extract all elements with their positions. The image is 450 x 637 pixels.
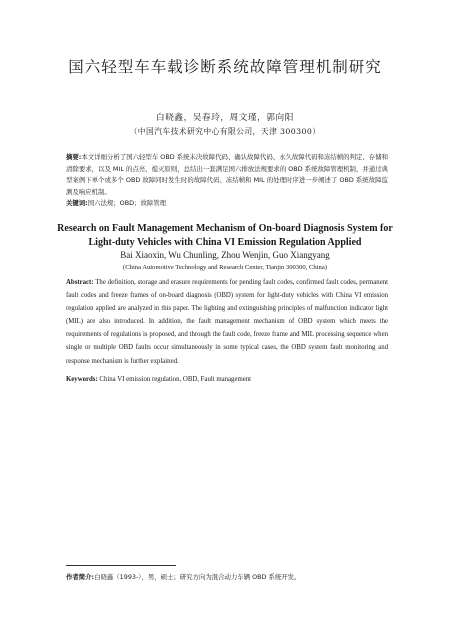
chinese-abstract — [66, 152, 388, 198]
english-keywords-label: Keywords: — [66, 376, 98, 383]
footnote-label: 作者简介: — [66, 573, 95, 581]
english-title: Research on Fault Management Mechanism of On-board Diagnosis System for Light-duty Vehicles with China VI Emission Regulation Applied — [57, 223, 393, 248]
chinese-keywords — [66, 198, 388, 207]
english-abstract — [66, 276, 388, 368]
chinese-abstract-text: 本文详细分析了国六轻型车 OBD 系统未决故障代码、确认故障代码、永久故障代码和冻结帧的判定、存储和清除要求，以及 MIL 的点亮、熄灭原则，总结出一套满足国六排放法规要求的 OBD 系统故障管理机制，并通过典型案例下单个或多个 OBD 故障同时发生时的故障代码、冻结帧和 MIL 的处理时序进一步阐述了 OBD 系统故障监测及响应机制。 — [66, 153, 388, 196]
english-keywords-text: China VI emission regulation, OBD, Fault management — [97, 376, 252, 383]
footnote-text: 白晓鑫（1993-），男，硕士；研究方向为混合动力车辆 OBD 系统开发。 — [94, 573, 301, 581]
author-footnote — [66, 572, 396, 581]
english-affiliation: (China Automotive Technology and Research Center, Tianjin 300300, China) — [123, 264, 327, 271]
footnote-divider — [66, 565, 176, 566]
chinese-keywords-text: 国六法规；OBD；故障管理 — [87, 199, 166, 207]
chinese-abstract-label: 摘要: — [66, 153, 82, 161]
english-abstract-label: Abstract: — [66, 279, 94, 286]
chinese-title: 国六轻型车车载诊断系统故障管理机制研究 — [68, 58, 382, 76]
chinese-keywords-label: 关键词: — [66, 199, 88, 207]
english-abstract-text: The definition, storage and erasure requirements for pending fault codes, confirmed fault codes, permanent fault codes and freeze frames of on-board diagnosis (OBD) system for light-duty vehicles with China VI emission regulation applied are analyzed in this paper. The lighting and extinguishing principles of malfunction indicator light (MIL) are also introduced. In addition, the fault management mechanism of OBD system which meets the requirements of regulations is proposed, and through the fault code, freeze frame and MIL processing sequence when single or multiple OBD faults occur simultaneously in some typical cases, the OBD system fault monitoring and response mechanism is further explained. — [66, 279, 388, 365]
chinese-authors: 白晓鑫，吴春玲，周文瑾，郭向阳 — [156, 113, 294, 123]
chinese-affiliation: （中国汽车技术研究中心有限公司，天津 300300） — [129, 127, 321, 136]
english-authors: Bai Xiaoxin, Wu Chunling, Zhou Wenjin, Guo Xiangyang — [120, 250, 330, 260]
english-keywords — [66, 376, 388, 383]
